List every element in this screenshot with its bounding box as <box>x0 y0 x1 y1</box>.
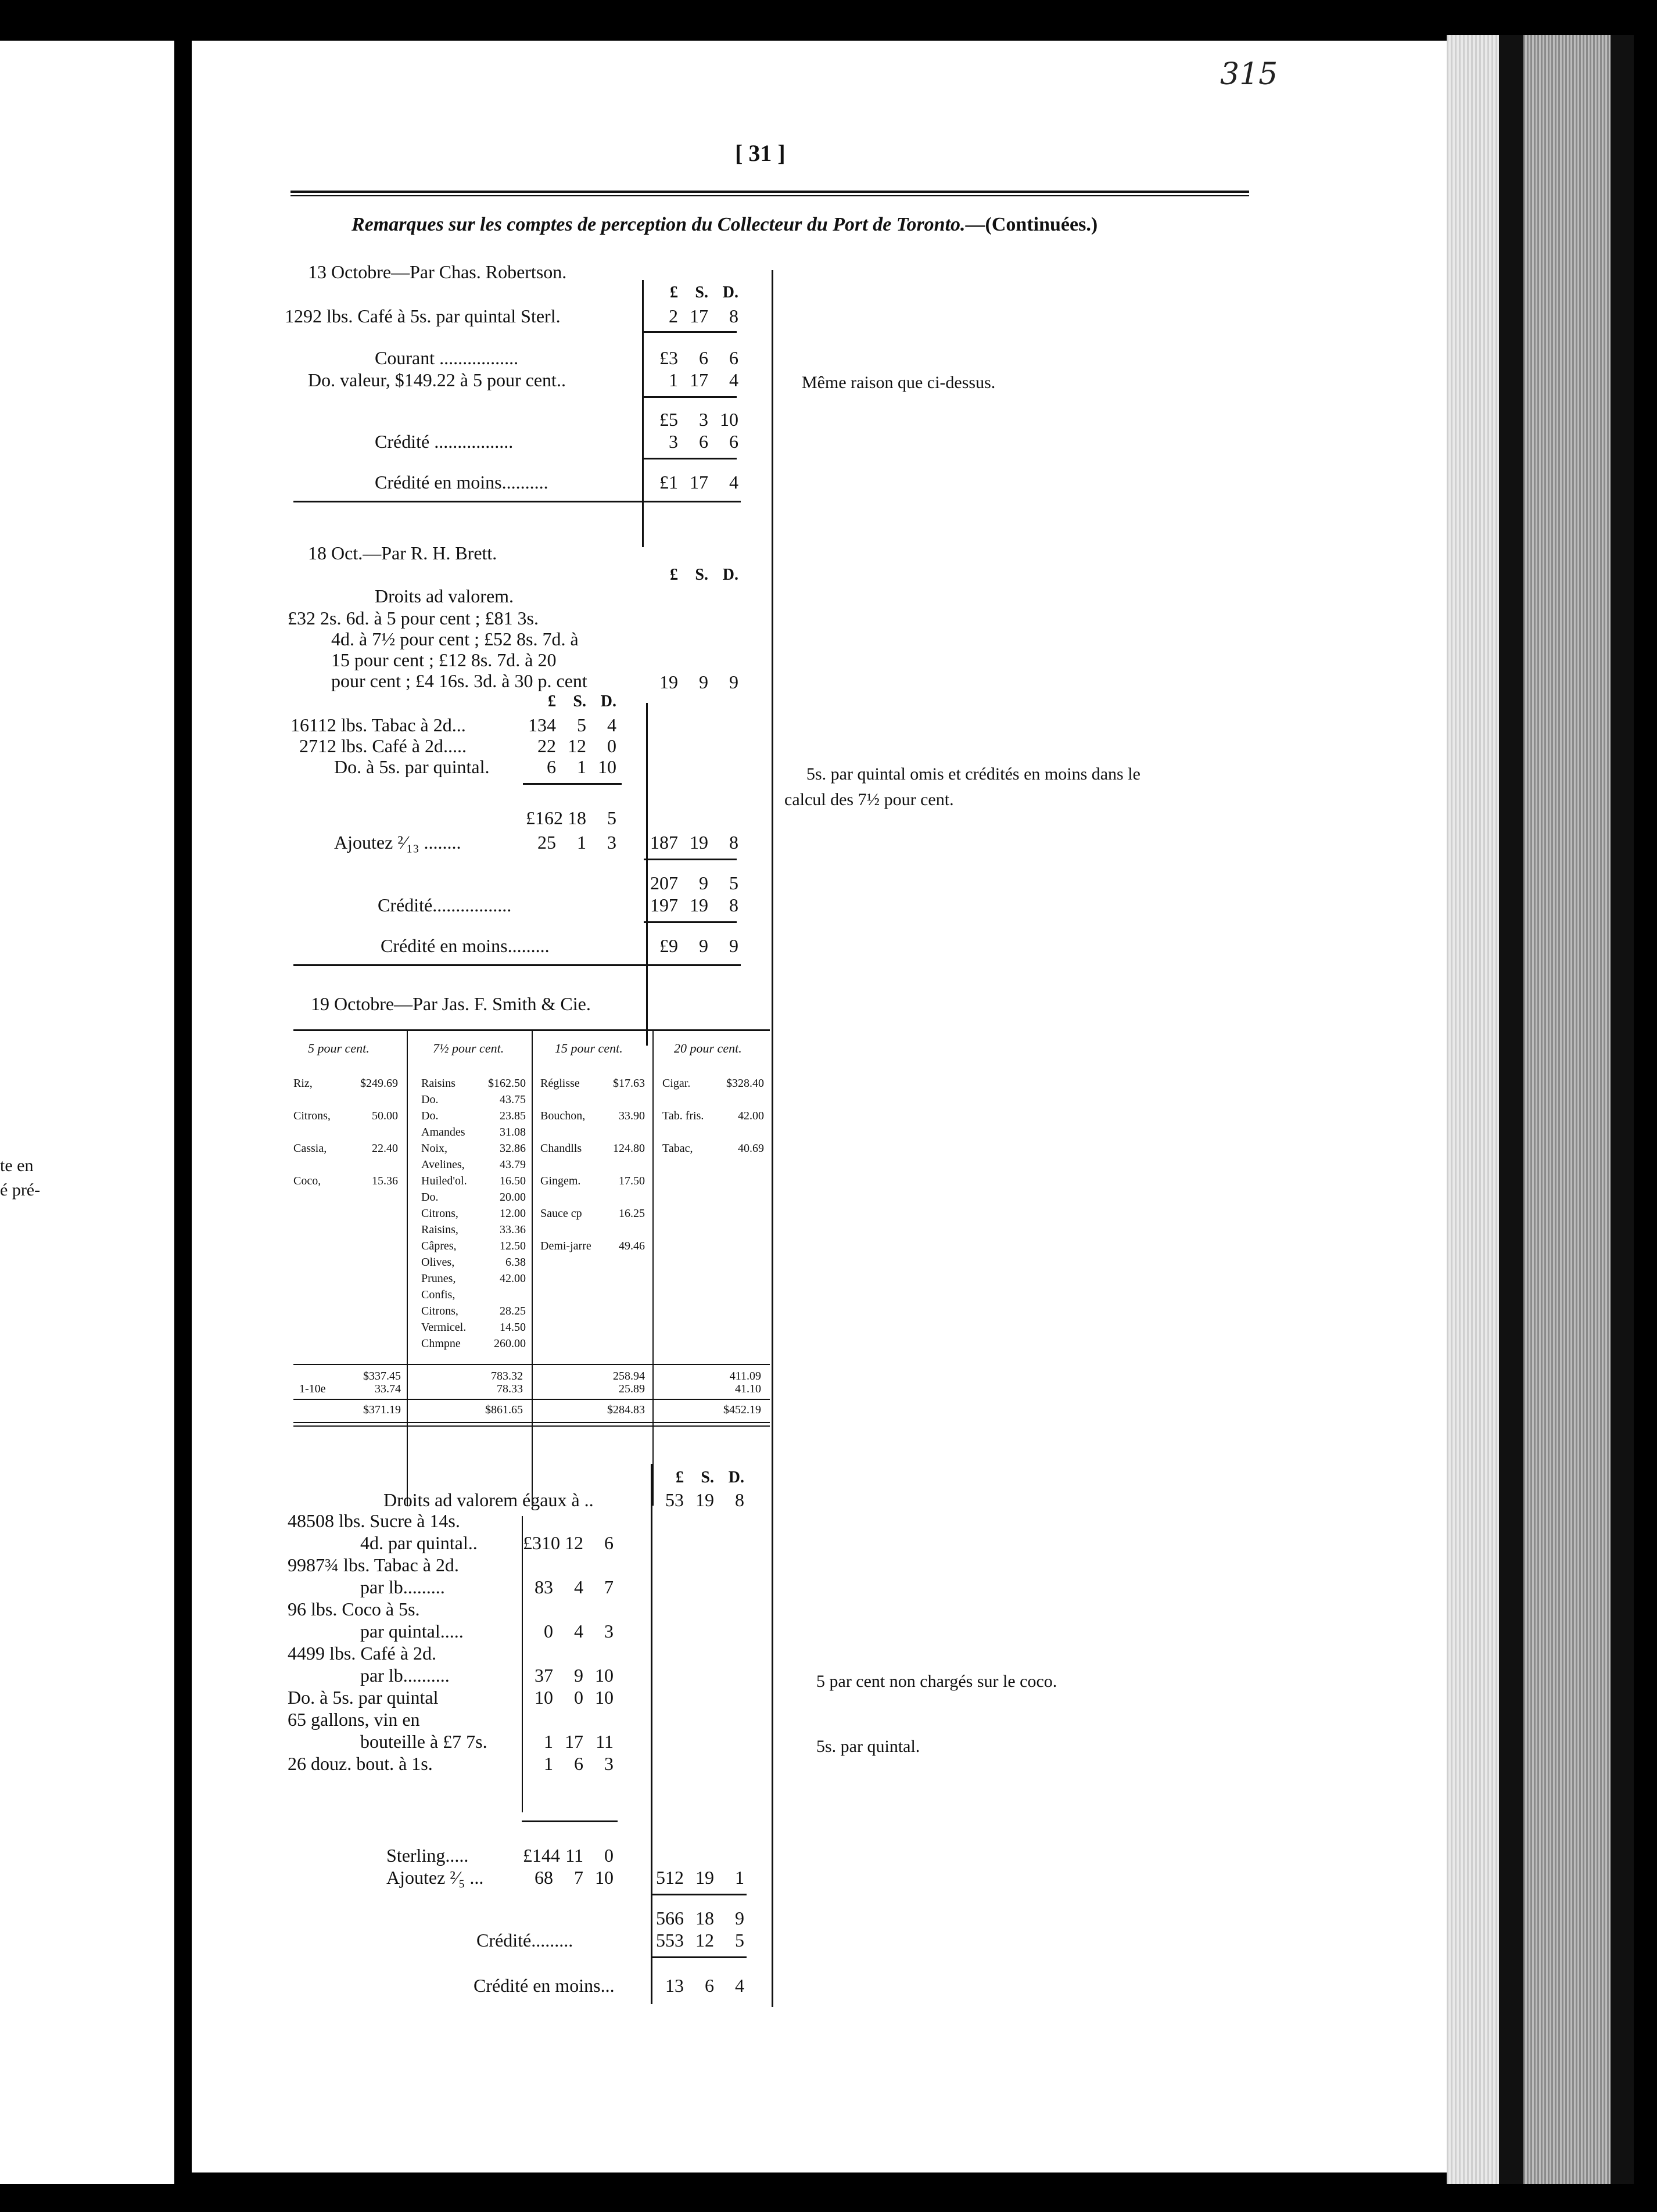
table-cell-label: Do. <box>421 1191 439 1204</box>
paragraph-line: £32 2s. 6d. à 5 pour cent ; £81 3s. <box>288 608 539 629</box>
line-label: 1292 lbs. Café à 5s. par quintal Sterl. <box>285 306 561 326</box>
currency-header: £ S. D. <box>548 692 616 710</box>
left-fragment: é pré- <box>0 1180 41 1200</box>
amount-column-rule <box>642 280 644 547</box>
table-cell-value: 32.86 <box>500 1142 526 1155</box>
total-cell: 78.33 <box>497 1382 523 1395</box>
table-cell-value: 12.50 <box>500 1240 526 1252</box>
table-cell-label: Réglisse <box>540 1077 580 1090</box>
note: Même raison que ci-dessus. <box>802 373 996 392</box>
item-label: 4d. par quintal.. <box>360 1532 478 1553</box>
page-gutter-outer <box>1611 35 1634 2184</box>
amount: 2 17 8 <box>669 306 738 326</box>
table-cell-value: 16.50 <box>500 1175 526 1187</box>
currency-header: £ S. D. <box>670 566 738 584</box>
table-cell-label: Noix, <box>421 1142 447 1155</box>
table-col-header: 7½ pour cent. <box>433 1041 504 1055</box>
sum-line <box>644 921 737 923</box>
grand-total-cell: $284.83 <box>607 1403 645 1416</box>
sum-line <box>523 783 622 785</box>
table-cell-label: Citrons, <box>421 1305 458 1317</box>
table-cell-value: 22.40 <box>372 1142 398 1155</box>
table-cell-label: Do. <box>421 1109 439 1122</box>
table-cell-value: 17.50 <box>619 1175 645 1187</box>
sum-line <box>644 458 737 459</box>
amount: 6 1 10 <box>547 756 616 777</box>
top-rule <box>290 191 1249 193</box>
table-rule <box>293 1425 770 1427</box>
amount: 134 5 4 <box>528 714 616 735</box>
table-cell-value: 33.90 <box>619 1109 645 1122</box>
item-label: par quintal..... <box>360 1621 464 1642</box>
table-cell-value: $17.63 <box>613 1077 645 1090</box>
sum-line <box>644 396 737 398</box>
sum-line <box>651 1894 747 1895</box>
table-col-rule <box>532 1029 533 1506</box>
table-cell-value: 50.00 <box>372 1109 398 1122</box>
total-cell: 411.09 <box>729 1370 761 1382</box>
line-label: Crédité ................. <box>375 431 514 452</box>
amount: 512 19 1 <box>656 1867 744 1888</box>
paragraph-line: pour cent ; £4 16s. 3d. à 30 p. cent <box>331 670 587 691</box>
item-label: 65 gallons, vin en <box>288 1709 420 1730</box>
page-edges-outer <box>1523 35 1611 2184</box>
table-cell-label: Do. <box>421 1093 439 1106</box>
item-label: 4499 lbs. Café à 2d. <box>288 1643 436 1664</box>
sub-column-rule <box>522 1516 523 1812</box>
ajoutez-label: Ajoutez ²⁄₁₃ ........ <box>334 832 461 853</box>
amount: 1 17 4 <box>669 369 738 390</box>
line-label: Crédité en moins......... <box>381 935 550 956</box>
amount: 25 1 3 <box>537 832 616 853</box>
grand-total-cell: $452.19 <box>723 1403 761 1416</box>
amount: 0 4 3 <box>544 1621 614 1642</box>
left-fragment: te en <box>0 1156 34 1175</box>
total-label: 1-10e <box>299 1382 326 1395</box>
amount: £5 3 10 <box>659 409 738 430</box>
sum-line <box>644 331 737 333</box>
table-cell-label: Prunes, <box>421 1272 456 1285</box>
table-cell-label: Riz, <box>293 1077 313 1090</box>
amount: £1 17 4 <box>659 472 738 493</box>
table-cell-value: 43.79 <box>500 1158 526 1171</box>
droits-label: Droits ad valorem égaux à .. <box>383 1489 594 1510</box>
sum-line <box>651 1956 747 1958</box>
line-label: Courant ................. <box>375 347 519 368</box>
line-label: Crédité................. <box>378 895 512 915</box>
item-label: 26 douz. bout. à 1s. <box>288 1753 433 1774</box>
total-cell: 258.94 <box>613 1370 645 1382</box>
table-cell-value: 43.75 <box>500 1093 526 1106</box>
left-page <box>0 41 174 2184</box>
paragraph-line: 4d. à 7½ pour cent ; £52 8s. 7d. à <box>331 629 579 649</box>
table-cell-label: Cigar. <box>662 1077 691 1090</box>
amount: 553 12 5 <box>656 1930 744 1951</box>
note: 5 par cent non chargés sur le coco. <box>816 1672 1057 1691</box>
table-rule <box>293 1364 770 1365</box>
section-heading: Remarques sur les comptes de perception du Collecteur du Port de Toronto.—(Continuées.) <box>352 214 1098 235</box>
table-col-rule <box>652 1029 654 1506</box>
entry-title: 13 Octobre—Par Chas. Robertson. <box>308 261 567 282</box>
currency-header: £ S. D. <box>670 283 738 301</box>
table-cell-label: Confis, <box>421 1288 456 1301</box>
page-number: [ 31 ] <box>735 140 786 166</box>
item-label: 48508 lbs. Sucre à 14s. <box>288 1510 460 1531</box>
table-cell-value: 6.38 <box>505 1256 526 1269</box>
table-col-header: 15 pour cent. <box>555 1041 623 1055</box>
amount: £3 6 6 <box>659 347 738 368</box>
line-label: Do. valeur, $149.22 à 5 pour cent.. <box>308 369 566 390</box>
total-cell: 25.89 <box>619 1382 645 1395</box>
table-cell-label: Citrons, <box>293 1109 331 1122</box>
total-cell: 41.10 <box>735 1382 761 1395</box>
table-cell-label: Raisins, <box>421 1223 458 1236</box>
table-col-header: 20 pour cent. <box>674 1041 742 1055</box>
amount: 197 19 8 <box>650 895 738 915</box>
table-cell-label: Chandlls <box>540 1142 582 1155</box>
amount: 1 17 11 <box>544 1731 614 1752</box>
amount: 37 9 10 <box>535 1665 614 1686</box>
sum-line <box>522 1820 618 1822</box>
amount: 10 0 10 <box>535 1687 614 1708</box>
amount: 83 4 7 <box>535 1577 614 1597</box>
table-cell-label: Tabac, <box>662 1142 693 1155</box>
table-cell-value: $162.50 <box>488 1077 526 1090</box>
amount: 19 9 9 <box>659 672 738 692</box>
folio-number: 315 <box>1220 57 1278 92</box>
paragraph-line: 15 pour cent ; £12 8s. 7d. à 20 <box>331 649 557 670</box>
item-label: Do. à 5s. par quintal <box>288 1687 439 1708</box>
page-edges <box>1447 35 1499 2184</box>
entry-title: 19 Octobre—Par Jas. F. Smith & Cie. <box>311 993 591 1014</box>
amount: 53 19 8 <box>665 1489 744 1510</box>
entry-title: 18 Oct.—Par R. H. Brett. <box>308 543 497 563</box>
advalorem-label: Droits ad valorem. <box>375 586 514 606</box>
table-cell-label: Coco, <box>293 1175 321 1187</box>
table-cell-label: Vermicel. <box>421 1321 467 1334</box>
table-cell-label: Raisins <box>421 1077 456 1090</box>
entry-separator <box>293 501 741 502</box>
table-cell-label: Bouchon, <box>540 1109 586 1122</box>
grand-total-cell: $371.19 <box>363 1403 401 1416</box>
table-cell-value: 31.08 <box>500 1126 526 1139</box>
amount: 22 12 0 <box>537 735 616 756</box>
total-cell: 783.32 <box>491 1370 523 1382</box>
table-cell-value: 124.80 <box>613 1142 645 1155</box>
amount: 3 6 6 <box>669 431 738 452</box>
table-cell-label: Tab. fris. <box>662 1109 704 1122</box>
currency-header: £ S. D. <box>676 1468 744 1486</box>
table-cell-value: 23.85 <box>500 1109 526 1122</box>
table-rule <box>293 1422 770 1423</box>
table-cell-value: 42.00 <box>738 1109 764 1122</box>
table-col-header: 5 pour cent. <box>308 1041 370 1055</box>
table-cell-value: 15.36 <box>372 1175 398 1187</box>
amount: 566 18 9 <box>656 1908 744 1929</box>
top-rule-thin <box>290 195 1249 196</box>
amount: £144 11 0 <box>523 1845 614 1866</box>
note: calcul des 7½ pour cent. <box>784 790 954 809</box>
table-cell-value: $249.69 <box>360 1077 398 1090</box>
table-cell-value: 40.69 <box>738 1142 764 1155</box>
table-cell-label: Demi-jarre <box>540 1240 591 1252</box>
amount: 13 6 4 <box>665 1975 744 1996</box>
table-cell-value: 49.46 <box>619 1240 645 1252</box>
amount: £310 12 6 <box>523 1532 614 1553</box>
table-cell-label: Huiled'ol. <box>421 1175 467 1187</box>
amount: 187 19 8 <box>650 832 738 853</box>
ajoutez-label: Ajoutez ²⁄₅ ... <box>386 1867 484 1888</box>
line-label: Crédité......... <box>476 1930 573 1951</box>
line-label: Crédité en moins... <box>474 1975 615 1996</box>
sterling-label: Sterling..... <box>386 1845 469 1866</box>
entry-separator <box>293 964 741 966</box>
total-cell: 33.74 <box>375 1382 401 1395</box>
note: 5s. par quintal omis et crédités en moins dans le <box>806 764 1140 784</box>
table-cell-value: 42.00 <box>500 1272 526 1285</box>
item-label: 9987¾ lbs. Tabac à 2d. <box>288 1554 459 1575</box>
sum-line <box>644 859 737 860</box>
table-cell-value: 260.00 <box>494 1337 526 1350</box>
item-label: par lb......... <box>360 1577 445 1597</box>
grand-total-cell: $861.65 <box>485 1403 523 1416</box>
table-cell-value: 28.25 <box>500 1305 526 1317</box>
table-cell-value: 12.00 <box>500 1207 526 1220</box>
table-cell-label: Citrons, <box>421 1207 458 1220</box>
table-cell-label: Amandes <box>421 1126 465 1139</box>
table-cell-value: 20.00 <box>500 1191 526 1204</box>
table-cell-label: Avelines, <box>421 1158 465 1171</box>
table-cell-label: Olives, <box>421 1256 455 1269</box>
amount: 1 6 3 <box>544 1753 614 1774</box>
table-cell-value: 33.36 <box>500 1223 526 1236</box>
table-cell-label: Sauce cp <box>540 1207 582 1220</box>
table-cell-label: Câpres, <box>421 1240 457 1252</box>
item-label: Do. à 5s. par quintal. <box>334 756 490 777</box>
item-label: par lb.......... <box>360 1665 450 1686</box>
table-cell-value: $328.40 <box>726 1077 764 1090</box>
item-label: 16112 lbs. Tabac à 2d... <box>290 714 466 735</box>
total-cell: $337.45 <box>363 1370 401 1382</box>
table-cell-label: Chmpne <box>421 1337 461 1350</box>
page-gutter <box>1499 35 1523 2184</box>
line-label: Crédité en moins.......... <box>375 472 548 493</box>
subtotal: £162 18 5 <box>526 807 616 828</box>
table-cell-value: 16.25 <box>619 1207 645 1220</box>
document-page <box>192 41 1447 2172</box>
table-cell-label: Cassia, <box>293 1142 327 1155</box>
table-rule <box>293 1399 770 1400</box>
item-label: bouteille à £7 7s. <box>360 1731 487 1752</box>
amount: £9 9 9 <box>659 935 738 956</box>
amount: 68 7 10 <box>535 1867 614 1888</box>
amount: 207 9 5 <box>650 872 738 893</box>
item-label: 96 lbs. Coco à 5s. <box>288 1599 420 1620</box>
table-cell-label: Gingem. <box>540 1175 581 1187</box>
column-divider <box>772 270 773 2007</box>
item-label: 2712 lbs. Café à 2d..... <box>299 735 467 756</box>
amount-column-rule <box>651 1464 652 2004</box>
note: 5s. par quintal. <box>816 1737 920 1756</box>
table-cell-value: 14.50 <box>500 1321 526 1334</box>
table-col-rule <box>407 1029 408 1506</box>
